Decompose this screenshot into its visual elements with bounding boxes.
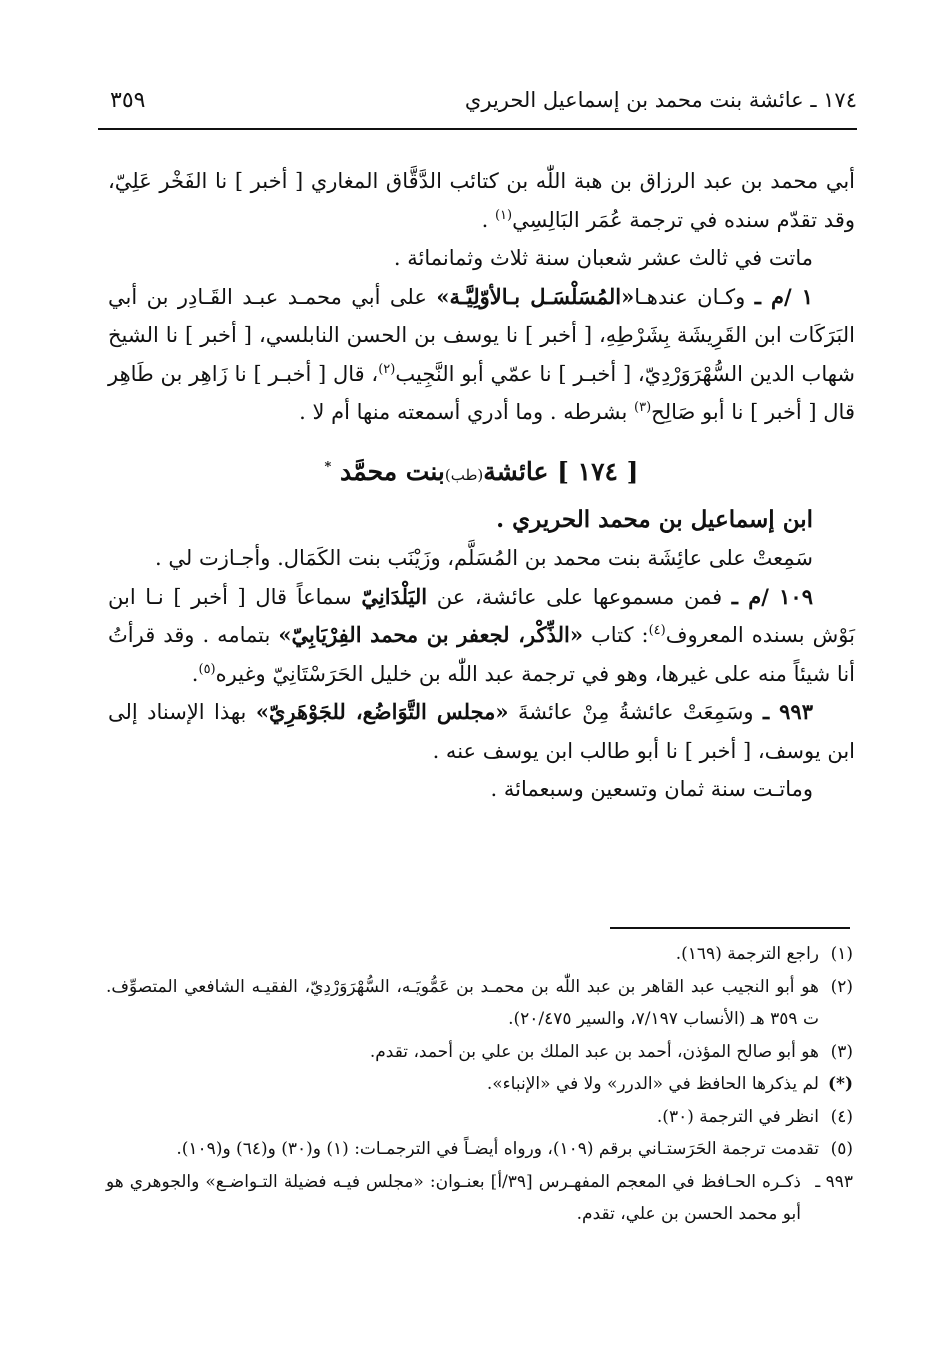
page-number: ٣٥٩ — [110, 88, 146, 113]
footnote — [106, 1036, 853, 1069]
footnote — [106, 1101, 853, 1134]
work-title: «المُسَلْسَـل بـالأوّلِيَّـة» — [436, 283, 635, 309]
footnote-mark: (١) — [830, 944, 853, 964]
work-title: «مجلس التَّوَاضُع، للجَوْهَرِيّ» — [255, 699, 509, 724]
footnote-mark: (٢) — [830, 976, 853, 997]
paragraph-1: أبي محمد بن عبد الرزاق بن هبة اللّٰه بن كتائب الدَّقَّاق المغاري [ أخبر ] نا الفَخْر عَلِيّ، وقد تقدّم سنده في ترجمة عُمَر البَالِسِي$^{(١)}$ . — [108, 169, 855, 232]
paragraph-5: ١٠٩ /م ـ فمن مسموعها على عائشة، عن اليَلْدَانِيّ سماعاً قال [ أخبر ] نـا ابن بَوْش بسنده المعروف$^{(٤)}$: كتاب «الذِّكْر، لجعفر بن محمد الفِرْيَابِيّ» بتمامه . وقد قرأتُ أنا شيئاً منه على غيرها، وهو في ترجمة عبد اللّٰه بن خليل الحَرَسْتَانِيّ وغيره$^{(٥)}$. — [108, 583, 855, 686]
footnote-rule — [610, 927, 850, 929]
paragraph-4: سَمِعتْ على عائِشَة بنت محمد بن المُسَلَّم، وزَيْنَب بنت الكَمَال. وأجـازت لي . — [155, 546, 813, 570]
entry-source-code: (طب) — [444, 465, 484, 484]
paragraph-3: ١ /م ـ وكـان عندهـا«المُسَلْسَـل بـالأوّلِيَّـة» على أبي محمـد عبـد القَـادِر بن أبي البَرَكَات ابن القَرِيشَة بِشَرْطِهِ، [ أخبر ] نا يوسف بن الحسن النابلسي، [ أخبر ] نا الشيخ شهاب الدين السُّهْرَوَرْدِيّ، [ أخبـر ] نا عمّي أبو النَّجِيب$^{(٢)}$، قال [ أخبـر ] نا زَاهِر بن طَاهِر قال [ أخبر ] نا أبو صَالِح$^{(٣)}$ بشرطه . وما أدري أسمعته منها أم لا . — [108, 283, 856, 424]
footnote-mark: (*) — [828, 1074, 853, 1094]
item-number: ١ /م ـ — [754, 283, 813, 309]
item-number: ٩٩٣ ـ — [762, 699, 813, 724]
footnote-text: راجع الترجمة (١٦٩). — [675, 944, 819, 964]
header-rule — [98, 128, 857, 130]
footnote-text: انظر في الترجمة (٣٠). — [656, 1106, 819, 1127]
footnote — [106, 1068, 853, 1101]
work-title: «الذِّكْر، لجعفر بن محمد الفِرْيَابِيّ» — [278, 622, 583, 647]
footnote-ref-star[interactable]: * — [324, 459, 332, 475]
entry-heading: [ ١٧٤ ] عائشة(طب)بنت محمَّد * — [324, 456, 639, 486]
footnote-ref-5[interactable]: (٥) — [198, 661, 216, 677]
footnote — [106, 938, 853, 971]
footnote-text: هو أبو النجيب عبد القاهر بن عبد اللّٰه بن محمـد بن عَمُّويَـه، السُّهْرَوَرْدِيّ، الفقيـه الشافعي المتصوِّف. ت ٣٥٩ هـ (الأنساب ٧/١٩٧، والسير ٢٠/٤٧٥). — [106, 976, 819, 1029]
footnote-ref-1[interactable]: (١) — [494, 207, 513, 223]
item-number: ١٠٩ /م ـ — [731, 583, 813, 609]
footnote-mark: (٤) — [830, 1106, 853, 1127]
paragraph-2: ماتت في ثالث عشر شعبان سنة ثلاث وثمانمائة . — [393, 246, 813, 270]
footnote-text: ذكـره الحـافظ في المعجم المفهـرس [٣٩/أ] بعنـوان: «مجلس فيـه فضيلة التـواضـع» والجوهري هو أبو محمد الحسن بن علي، تقدم. — [106, 1171, 801, 1224]
footnote-text: هو أبو صالح المؤذن، أحمد بن عبد الملك بن علي بن أحمد، تقدم. — [369, 1041, 819, 1062]
footnote — [106, 1166, 853, 1231]
footnote-text: لم يذكرها الحافظ في «الدرر» ولا في «الإنباء». — [486, 1074, 819, 1094]
footnotes — [106, 938, 853, 1231]
footnote-ref-2[interactable]: (٢) — [378, 361, 396, 377]
footnote-mark: ٩٩٣ ـ — [815, 1171, 853, 1192]
paragraph-6: ٩٩٣ ـ وسَمِعَتْ عائشةُ مِنْ عائشةَ «مجلس التَّوَاضُع، للجَوْهَرِيّ» بهذا الإسناد إلى ابن يوسف، [ أخبر ] نا أبو طالب ابن يوسف عنه . — [108, 699, 855, 763]
main-text — [108, 162, 855, 809]
footnote-text: تقدمت ترجمة الحَرَستـاني برقم (١٠٩)، ورواه أيضـاً في الترجمـات: (١) و(٣٠) و(٦٤) و(١٠٩). — [176, 1139, 819, 1159]
paragraph-7: وماتـت سنة ثمان وتسعين وسبعمائة . — [490, 777, 813, 801]
footnote-ref-3[interactable]: (٣) — [634, 400, 652, 415]
footnote-mark: (٥) — [830, 1139, 853, 1159]
page-header — [110, 82, 857, 122]
running-title: ١٧٤ ـ عائشة بنت محمد بن إسماعيل الحريري — [464, 88, 857, 112]
person-name: اليَلْدَانِيّ — [361, 583, 428, 609]
entry-subheading: ابن إسماعيل بن محمد الحريري . — [496, 505, 813, 533]
footnote-ref-4[interactable]: (٤) — [648, 623, 666, 638]
footnote — [106, 971, 853, 1036]
footnote-mark: (٣) — [830, 1041, 853, 1062]
footnote — [106, 1133, 853, 1166]
